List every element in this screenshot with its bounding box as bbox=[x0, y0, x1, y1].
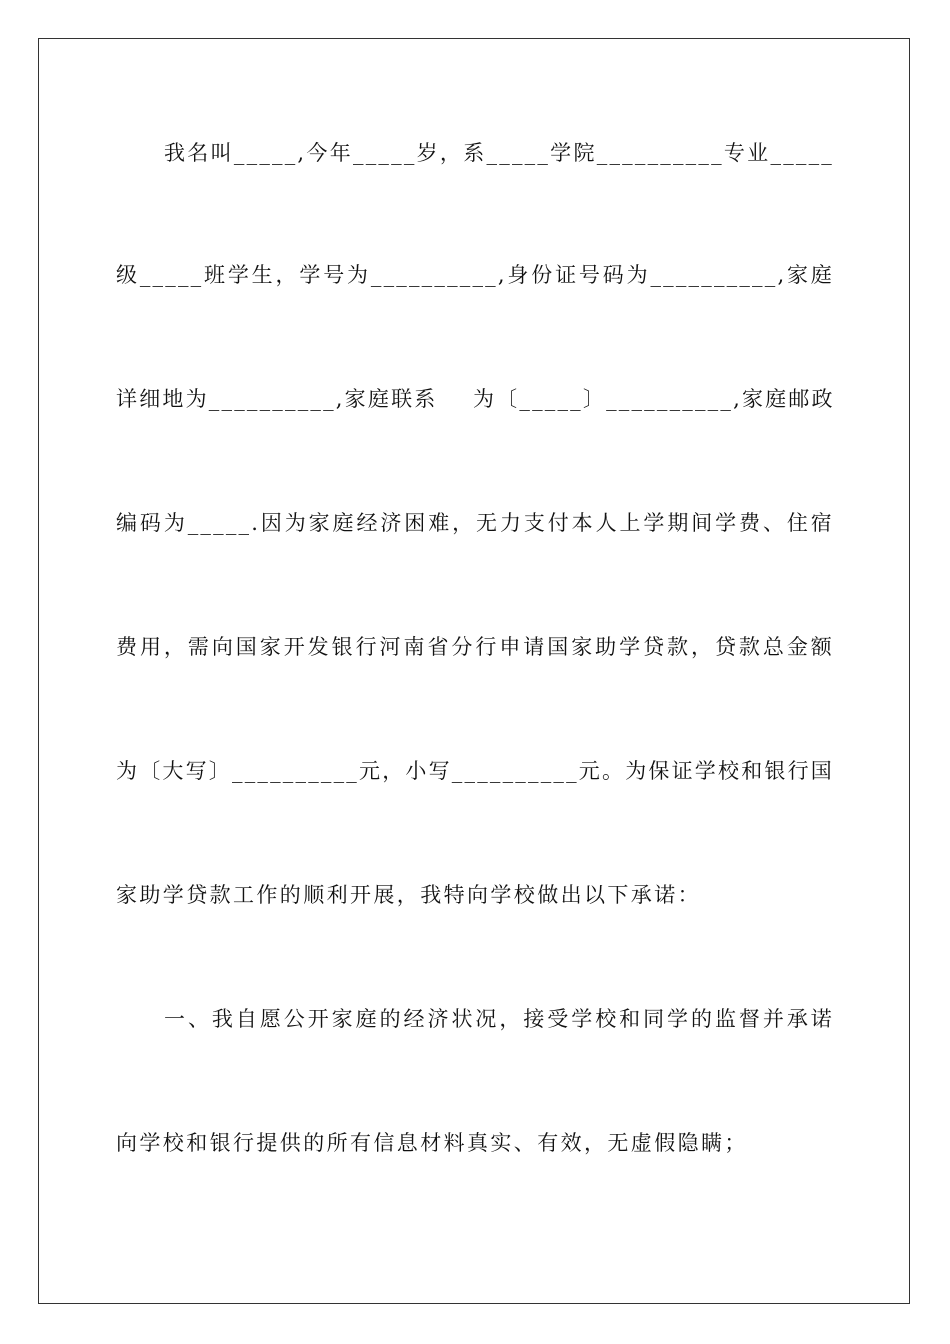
paragraph-1-line-3: 详细地为__________,家庭联系 为〔_____〕__________,家庭邮政 bbox=[116, 387, 835, 411]
paragraph-1-line-2: 级_____班学生，学号为__________,身份证号码为__________,家庭 bbox=[116, 263, 834, 287]
paragraph-2-line-2: 向学校和银行提供的所有信息材料真实、有效，无虚假隐瞒； bbox=[116, 1131, 748, 1155]
paragraph-1-line-6: 为〔大写〕__________元，小写__________元。为保证学校和银行国 bbox=[116, 759, 834, 783]
page-border bbox=[38, 38, 910, 1304]
paragraph-2-line-1: 一、我自愿公开家庭的经济状况，接受学校和同学的监督并承诺 bbox=[164, 1007, 834, 1031]
paragraph-1-line-7: 家助学贷款工作的顺利开展，我特向学校做出以下承诺： bbox=[116, 883, 701, 907]
paragraph-1-line-4: 编码为_____.因为家庭经济困难，无力支付本人上学期间学费、住宿 bbox=[116, 511, 834, 535]
paragraph-1-line-5: 费用，需向国家开发银行河南省分行申请国家助学贷款，贷款总金额 bbox=[116, 635, 834, 659]
paragraph-1-line-1: 我名叫_____,今年_____岁，系_____学院__________专业_____ bbox=[164, 141, 834, 165]
